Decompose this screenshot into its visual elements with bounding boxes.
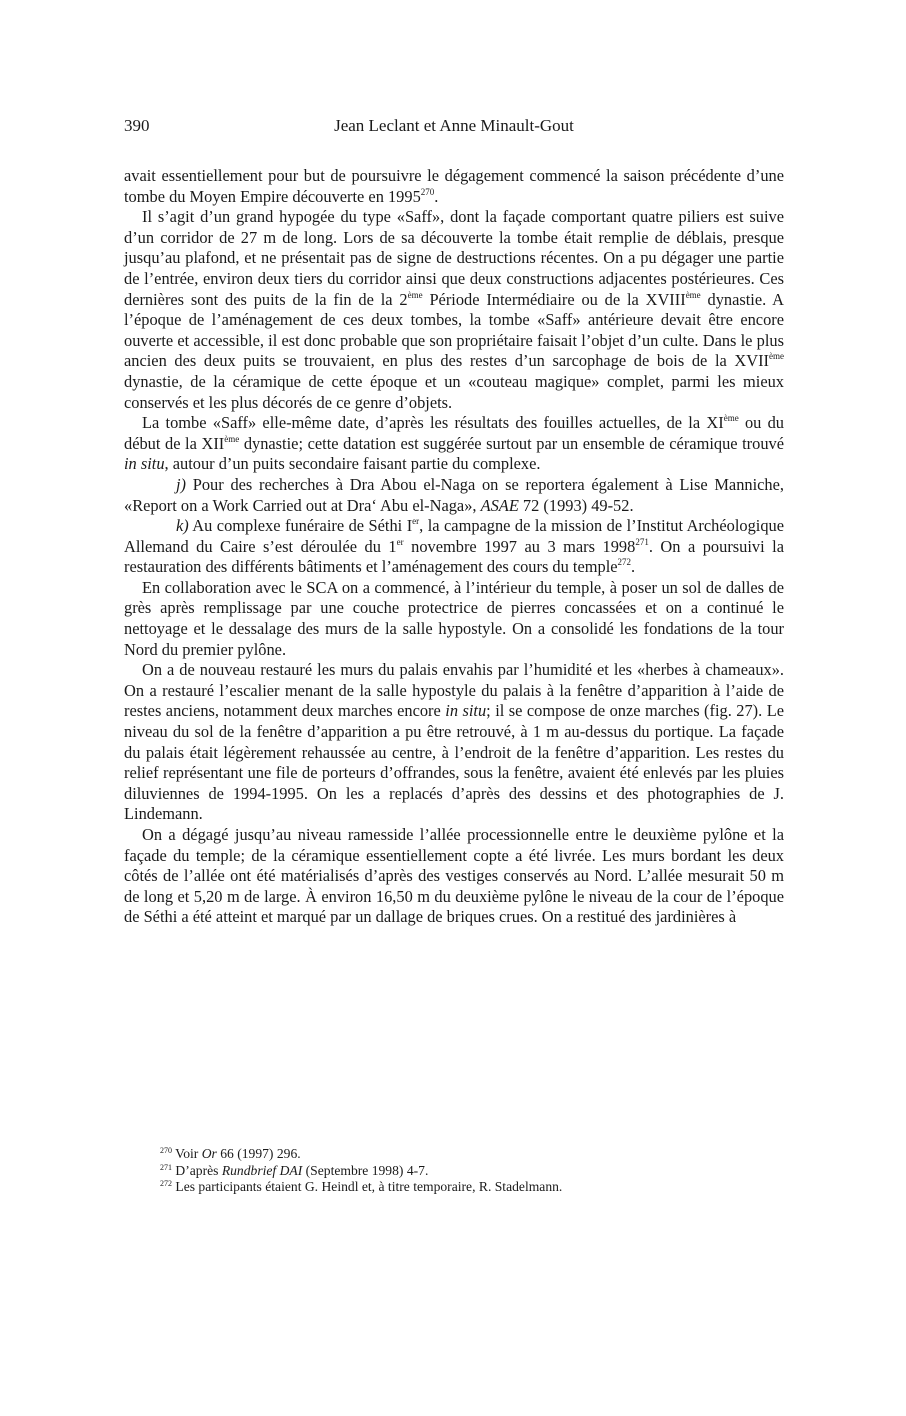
- text-run: .: [434, 186, 439, 206]
- note-reference: ème: [224, 433, 240, 444]
- paragraph: [124, 516, 784, 578]
- italic-text: ASAE: [480, 495, 519, 515]
- note-reference: er: [412, 516, 420, 527]
- footnote: [160, 1179, 760, 1196]
- text-run: avait essentiellement pour but de poursuivre le dégagement commencé la saison précédente d’une tombe du Moyen Empire découverte en 1995: [124, 166, 784, 206]
- text-run: La tombe «Saff» elle-même date, d’après les résultats des fouilles actuelles, de la XI: [142, 413, 724, 433]
- note-reference: 271: [160, 1162, 172, 1172]
- text-run: Les participants étaient G. Heindl et, à titre temporaire, R. Stadelmann.: [172, 1179, 563, 1195]
- text-run: dynastie; cette datation est suggérée surtout par un ensemble de céramique trouvé: [239, 433, 784, 453]
- text-run: Il s’agit d’un grand hypogée du type «Saff», dont la façade comportant quatre piliers est suive d’un corridor de 27 m de long. Lors de sa découverte la tombe était remplie de déblais, presque jusqu’au plafond, et ne présentait pas de signe de destructions récentes. On a pu dégager une partie de l’entrée, environ deux tiers du corridor ainsi que deux constructions adjacentes postérieures. Ces dernières sont des puits de la fin de la 2: [124, 207, 784, 309]
- note-reference: ème: [723, 413, 739, 424]
- text-run: On a de nouveau restauré les murs du palais envahis par l’humidité et les «herbes à chameaux». On a restauré l’escalier menant de la salle hypostyle du palais à la fenêtre d’apparition à l’aide de restes anciens, notamment deux marches encore: [124, 660, 784, 721]
- text-run: Au complexe funéraire de Séthi I: [188, 516, 413, 536]
- italic-text: Rundbrief DAI: [221, 1162, 303, 1178]
- running-head: Jean Leclant et Anne Minault-Gout: [334, 116, 574, 135]
- text-run: , la campagne de la mission de l’Institut Archéologique Allemand du Caire s’est déroulée du 1: [124, 516, 784, 556]
- text-run: On a dégagé jusqu’au niveau ramesside l’allée processionnelle entre le deuxième pylône et la façade du temple; de la céramique essentiellement copte a été livrée. Les murs bordant les deux côtés de l’allée ont été matérialisés d’après des vestiges conservés au Nord. L’allée mesurait 50 m de long et 5,20 m de large. À environ 16,50 m du deuxième pylône le niveau de la cour de l’époque de Séthi a été atteint et marqué par un dallage de briques crues. On a restitué des jardinières à: [124, 825, 784, 927]
- note-reference: 270: [420, 186, 435, 197]
- text-run: 72 (1993) 49-52.: [518, 495, 634, 515]
- text-run: .: [631, 557, 636, 577]
- text-run: ; il se compose de onze marches (fig. 27). Le niveau du sol de la fenêtre d’apparition a pu être retrouvé, à 1 m au-dessus du portique. La façade du palais était légèrement rehaussée au centre, à l’endroit de la fenêtre d’apparition. Les restes du relief représentant une file de porteurs d’offrandes, sous la fenêtre, avaient été enlevés par les pluies diluviennes de 1994-1995. On les a replacés d’après des dessins et des photographies de J. Lindemann.: [124, 701, 784, 824]
- note-reference: 272: [160, 1179, 172, 1189]
- body-text: [124, 166, 784, 928]
- text-run: . On a poursuivi la restauration des différents bâtiments et l’aménagement des cours du temple: [124, 536, 784, 577]
- italic-text: Or: [201, 1146, 217, 1161]
- italic-text: k): [176, 516, 189, 536]
- note-reference: ème: [407, 289, 423, 300]
- text-run: dynastie. A l’époque de l’aménagement de ces deux tombes, la tombe «Saff» antérieure devait être encore ouverte et accessible, il est donc probable que son propriétaire faisait l’objet d’un culte. Dans le plus ancien des deux puits se trouvaient, en plus des restes d’un sarcophage de bois de la XVII: [124, 289, 785, 371]
- text-run: 66 (1997) 296.: [216, 1146, 301, 1161]
- paragraph: [124, 475, 784, 516]
- footnote: [160, 1146, 760, 1163]
- text-run: (Septembre 1998) 4-7.: [302, 1162, 429, 1178]
- note-reference: er: [396, 536, 404, 547]
- page-header: [124, 116, 784, 140]
- text-run: Pour des recherches à Dra Abou el-Naga on se reportera également à Lise Manniche, «Report on a Work Carried out at Dra‘ Abu el-Naga»,: [124, 474, 784, 515]
- paragraph: [124, 578, 784, 660]
- text-run: D’après: [172, 1162, 222, 1178]
- text-run: , autour d’un puits secondaire faisant partie du complexe.: [164, 454, 541, 474]
- text-run: Période Intermédiaire ou de la XVIII: [422, 289, 686, 309]
- page-number: 390: [124, 116, 150, 135]
- note-reference: 270: [160, 1146, 172, 1155]
- paragraph: [124, 825, 784, 928]
- italic-text: j): [176, 474, 187, 494]
- paragraph: [124, 413, 784, 475]
- paragraph: [124, 207, 784, 413]
- footnotes: [160, 1146, 760, 1196]
- footnote: [160, 1163, 760, 1180]
- italic-text: in situ: [445, 701, 487, 721]
- paragraph: [124, 660, 784, 825]
- text-run: dynastie, de la céramique de cette époque et un «couteau magique» complet, parmi les mieux conservés et les plus décorés de ce genre d’objets.: [124, 371, 784, 412]
- paragraph: [124, 166, 784, 207]
- text-run: ou du début de la XII: [124, 413, 785, 453]
- text-run: En collaboration avec le SCA on a commencé, à l’intérieur du temple, à poser un sol de dalles de grès après remplissage par une couche protectrice de pierres concassées et on a continué le nettoyage et le dessalage des murs de la salle hypostyle. On a consolidé les fondations de la tour Nord du premier pylône.: [124, 577, 784, 659]
- text-run: Voir: [172, 1146, 202, 1161]
- note-reference: ème: [685, 289, 701, 300]
- text-run: novembre 1997 au 3 mars 1998: [403, 536, 636, 556]
- note-reference: 271: [635, 536, 649, 547]
- note-reference: ème: [769, 351, 784, 362]
- italic-text: in situ: [124, 454, 165, 474]
- note-reference: 272: [617, 557, 632, 568]
